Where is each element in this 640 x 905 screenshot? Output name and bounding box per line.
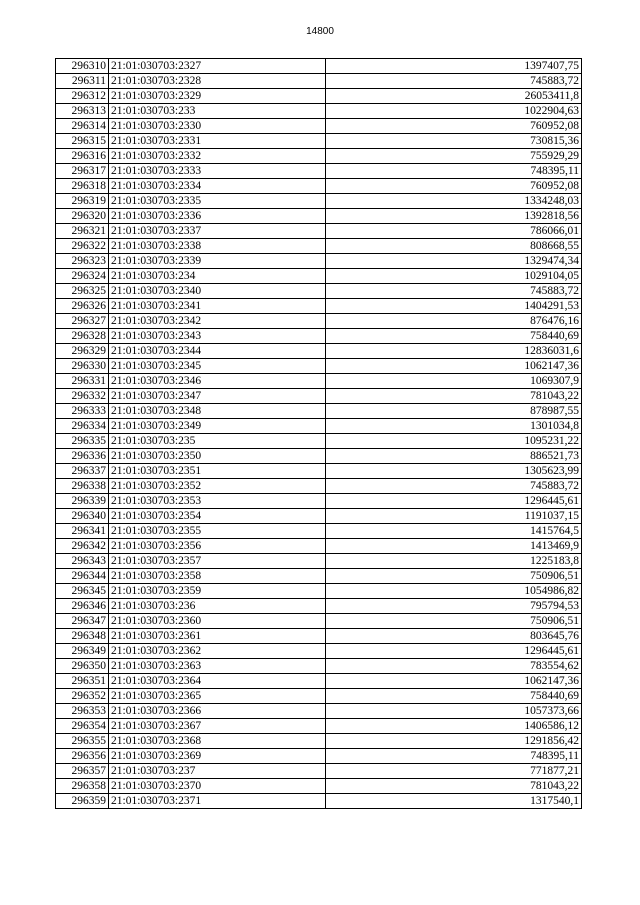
cadastral-number-cell: 21:01:030703:2328: [109, 74, 326, 89]
cadastral-value-cell: 771877,21: [326, 764, 582, 779]
cadastral-number-cell: 21:01:030703:2341: [109, 299, 326, 314]
table-row: [56, 284, 582, 299]
cadastral-number-cell: 21:01:030703:235: [109, 434, 326, 449]
cadastral-number-cell: 21:01:030703:2329: [109, 89, 326, 104]
row-id-cell: 296359: [56, 794, 109, 809]
row-id-cell: 296347: [56, 614, 109, 629]
cadastral-value-cell: 1329474,34: [326, 254, 582, 269]
cadastral-number-cell: 21:01:030703:2337: [109, 224, 326, 239]
cadastral-value-cell: 745883,72: [326, 479, 582, 494]
cadastral-number-cell: 21:01:030703:2342: [109, 314, 326, 329]
row-id-cell: 296332: [56, 389, 109, 404]
row-id-cell: 296333: [56, 404, 109, 419]
table-row: [56, 314, 582, 329]
page-number: 14800: [306, 26, 334, 37]
table-row: [56, 674, 582, 689]
row-id-cell: 296329: [56, 344, 109, 359]
table-row: [56, 419, 582, 434]
table-row: [56, 224, 582, 239]
cadastral-number-cell: 21:01:030703:237: [109, 764, 326, 779]
cadastral-value-cell: 748395,11: [326, 164, 582, 179]
cadastral-number-cell: 21:01:030703:2356: [109, 539, 326, 554]
row-id-cell: 296334: [56, 419, 109, 434]
cadastral-value-cell: 1413469,9: [326, 539, 582, 554]
cadastral-number-cell: 21:01:030703:2348: [109, 404, 326, 419]
cadastral-number-cell: 21:01:030703:2368: [109, 734, 326, 749]
table-row: [56, 359, 582, 374]
row-id-cell: 296317: [56, 164, 109, 179]
row-id-cell: 296339: [56, 494, 109, 509]
cadastral-number-cell: 21:01:030703:2354: [109, 509, 326, 524]
cadastral-value-cell: 1069307,9: [326, 374, 582, 389]
table-row: [56, 659, 582, 674]
table-row: [56, 689, 582, 704]
cadastral-number-cell: 21:01:030703:2327: [109, 59, 326, 74]
table-row: [56, 59, 582, 74]
cadastral-value-cell: 1406586,12: [326, 719, 582, 734]
cadastral-value-cell: 783554,62: [326, 659, 582, 674]
cadastral-value-cell: 758440,69: [326, 329, 582, 344]
row-id-cell: 296357: [56, 764, 109, 779]
cadastral-value-cell: 1415764,5: [326, 524, 582, 539]
row-id-cell: 296355: [56, 734, 109, 749]
cadastral-value-cell: 1057373,66: [326, 704, 582, 719]
cadastral-value-cell: 1334248,03: [326, 194, 582, 209]
cadastral-value-cell: 1225183,8: [326, 554, 582, 569]
table-row: [56, 134, 582, 149]
cadastral-value-cell: 1305623,99: [326, 464, 582, 479]
table-row: [56, 599, 582, 614]
cadastral-value-cell: 760952,08: [326, 179, 582, 194]
row-id-cell: 296316: [56, 149, 109, 164]
row-id-cell: 296321: [56, 224, 109, 239]
row-id-cell: 296338: [56, 479, 109, 494]
row-id-cell: 296330: [56, 359, 109, 374]
cadastral-value-cell: 12836031,6: [326, 344, 582, 359]
cadastral-number-cell: 21:01:030703:2355: [109, 524, 326, 539]
table-row: [56, 569, 582, 584]
table-row: [56, 149, 582, 164]
cadastral-value-cell: 878987,55: [326, 404, 582, 419]
table-row: [56, 119, 582, 134]
row-id-cell: 296324: [56, 269, 109, 284]
cadastral-number-cell: 21:01:030703:2331: [109, 134, 326, 149]
cadastral-value-cell: 781043,22: [326, 389, 582, 404]
table-row: [56, 794, 582, 809]
cadastral-value-cell: 886521,73: [326, 449, 582, 464]
row-id-cell: 296350: [56, 659, 109, 674]
cadastral-number-cell: 21:01:030703:2352: [109, 479, 326, 494]
cadastral-number-cell: 21:01:030703:2340: [109, 284, 326, 299]
cadastral-value-cell: 876476,16: [326, 314, 582, 329]
row-id-cell: 296353: [56, 704, 109, 719]
table-row: [56, 374, 582, 389]
cadastral-number-cell: 21:01:030703:2357: [109, 554, 326, 569]
cadastral-number-cell: 21:01:030703:2359: [109, 584, 326, 599]
cadastral-value-cell: 1291856,42: [326, 734, 582, 749]
row-id-cell: 296322: [56, 239, 109, 254]
table-body: [56, 59, 582, 809]
table-row: [56, 434, 582, 449]
row-id-cell: 296323: [56, 254, 109, 269]
table-row: [56, 494, 582, 509]
row-id-cell: 296349: [56, 644, 109, 659]
cadastral-value-cell: 1029104,05: [326, 269, 582, 284]
cadastral-number-cell: 21:01:030703:2360: [109, 614, 326, 629]
cadastral-number-cell: 21:01:030703:2344: [109, 344, 326, 359]
table-row: [56, 779, 582, 794]
table-row: [56, 209, 582, 224]
cadastral-value-cell: 1191037,15: [326, 509, 582, 524]
cadastral-number-cell: 21:01:030703:2339: [109, 254, 326, 269]
cadastral-number-cell: 21:01:030703:2350: [109, 449, 326, 464]
row-id-cell: 296354: [56, 719, 109, 734]
row-id-cell: 296320: [56, 209, 109, 224]
table-row: [56, 74, 582, 89]
cadastral-number-cell: 21:01:030703:2338: [109, 239, 326, 254]
row-id-cell: 296319: [56, 194, 109, 209]
row-id-cell: 296337: [56, 464, 109, 479]
row-id-cell: 296331: [56, 374, 109, 389]
cadastral-number-cell: 21:01:030703:2336: [109, 209, 326, 224]
cadastral-number-cell: 21:01:030703:2349: [109, 419, 326, 434]
cadastral-value-cell: 758440,69: [326, 689, 582, 704]
table-row: [56, 614, 582, 629]
cadastral-value-cell: 1404291,53: [326, 299, 582, 314]
cadastral-value-cell: 1301034,8: [326, 419, 582, 434]
cadastral-number-cell: 21:01:030703:236: [109, 599, 326, 614]
table-row: [56, 509, 582, 524]
cadastral-value-cell: 755929,29: [326, 149, 582, 164]
cadastral-value-cell: 750906,51: [326, 614, 582, 629]
row-id-cell: 296314: [56, 119, 109, 134]
cadastral-value-cell: 745883,72: [326, 284, 582, 299]
cadastral-number-cell: 21:01:030703:2364: [109, 674, 326, 689]
row-id-cell: 296343: [56, 554, 109, 569]
table-row: [56, 164, 582, 179]
cadastral-value-cell: 750906,51: [326, 569, 582, 584]
table-row: [56, 254, 582, 269]
cadastral-value-cell: 745883,72: [326, 74, 582, 89]
cadastral-value-cell: 26053411,8: [326, 89, 582, 104]
cadastral-number-cell: 21:01:030703:2366: [109, 704, 326, 719]
cadastral-number-cell: 21:01:030703:233: [109, 104, 326, 119]
row-id-cell: 296326: [56, 299, 109, 314]
cadastral-number-cell: 21:01:030703:2363: [109, 659, 326, 674]
cadastral-value-cell: 795794,53: [326, 599, 582, 614]
table-row: [56, 749, 582, 764]
cadastral-number-cell: 21:01:030703:2358: [109, 569, 326, 584]
table-row: [56, 629, 582, 644]
table-row: [56, 104, 582, 119]
cadastral-number-cell: 21:01:030703:2345: [109, 359, 326, 374]
row-id-cell: 296313: [56, 104, 109, 119]
cadastral-number-cell: 21:01:030703:2335: [109, 194, 326, 209]
row-id-cell: 296351: [56, 674, 109, 689]
row-id-cell: 296358: [56, 779, 109, 794]
cadastral-number-cell: 21:01:030703:2346: [109, 374, 326, 389]
table-row: [56, 539, 582, 554]
cadastral-value-cell: 1054986,82: [326, 584, 582, 599]
cadastral-value-cell: 1397407,75: [326, 59, 582, 74]
cadastral-number-cell: 21:01:030703:2361: [109, 629, 326, 644]
table-row: [56, 479, 582, 494]
cadastral-number-cell: 21:01:030703:2353: [109, 494, 326, 509]
cadastral-value-cell: 1317540,1: [326, 794, 582, 809]
row-id-cell: 296348: [56, 629, 109, 644]
row-id-cell: 296341: [56, 524, 109, 539]
cadastral-number-cell: 21:01:030703:2343: [109, 329, 326, 344]
cadastral-number-cell: 21:01:030703:2367: [109, 719, 326, 734]
table-row: [56, 704, 582, 719]
row-id-cell: 296344: [56, 569, 109, 584]
table-row: [56, 464, 582, 479]
row-id-cell: 296352: [56, 689, 109, 704]
row-id-cell: 296311: [56, 74, 109, 89]
cadastral-value-cell: 1022904,63: [326, 104, 582, 119]
row-id-cell: 296336: [56, 449, 109, 464]
table-row: [56, 389, 582, 404]
row-id-cell: 296345: [56, 584, 109, 599]
cadastral-number-cell: 21:01:030703:2332: [109, 149, 326, 164]
cadastral-number-cell: 21:01:030703:2351: [109, 464, 326, 479]
table-row: [56, 344, 582, 359]
cadastral-value-cell: 1392818,56: [326, 209, 582, 224]
cadastral-number-cell: 21:01:030703:2347: [109, 389, 326, 404]
row-id-cell: 296312: [56, 89, 109, 104]
table-row: [56, 584, 582, 599]
table-row: [56, 764, 582, 779]
table-row: [56, 179, 582, 194]
table-row: [56, 299, 582, 314]
table-row: [56, 194, 582, 209]
cadastral-number-cell: 21:01:030703:234: [109, 269, 326, 284]
row-id-cell: 296327: [56, 314, 109, 329]
table-row: [56, 239, 582, 254]
table-row: [56, 89, 582, 104]
cadastral-value-cell: 786066,01: [326, 224, 582, 239]
cadastral-value-cell: 803645,76: [326, 629, 582, 644]
cadastral-value-cell: 1296445,61: [326, 644, 582, 659]
cadastral-number-cell: 21:01:030703:2362: [109, 644, 326, 659]
table-row: [56, 524, 582, 539]
row-id-cell: 296335: [56, 434, 109, 449]
cadastral-number-cell: 21:01:030703:2330: [109, 119, 326, 134]
row-id-cell: 296328: [56, 329, 109, 344]
cadastral-number-cell: 21:01:030703:2371: [109, 794, 326, 809]
table-row: [56, 554, 582, 569]
cadastral-number-cell: 21:01:030703:2365: [109, 689, 326, 704]
cadastral-value-cell: 1296445,61: [326, 494, 582, 509]
cadastral-value-cell: 1062147,36: [326, 674, 582, 689]
row-id-cell: 296340: [56, 509, 109, 524]
cadastral-number-cell: 21:01:030703:2370: [109, 779, 326, 794]
table-row: [56, 719, 582, 734]
cadastral-value-cell: 730815,36: [326, 134, 582, 149]
row-id-cell: 296342: [56, 539, 109, 554]
row-id-cell: 296325: [56, 284, 109, 299]
table-row: [56, 329, 582, 344]
row-id-cell: 296356: [56, 749, 109, 764]
table-row: [56, 734, 582, 749]
cadastral-value-cell: 781043,22: [326, 779, 582, 794]
table-row: [56, 404, 582, 419]
row-id-cell: 296310: [56, 59, 109, 74]
cadastral-number-cell: 21:01:030703:2369: [109, 749, 326, 764]
cadastral-value-cell: 808668,55: [326, 239, 582, 254]
cadastral-value-cell: 748395,11: [326, 749, 582, 764]
cadastral-number-cell: 21:01:030703:2334: [109, 179, 326, 194]
table-row: [56, 269, 582, 284]
cadastral-value-cell: 1062147,36: [326, 359, 582, 374]
cadastral-value-cell: 1095231,22: [326, 434, 582, 449]
table-row: [56, 449, 582, 464]
row-id-cell: 296346: [56, 599, 109, 614]
cadastral-value-table: [55, 58, 582, 809]
row-id-cell: 296315: [56, 134, 109, 149]
cadastral-value-cell: 760952,08: [326, 119, 582, 134]
row-id-cell: 296318: [56, 179, 109, 194]
cadastral-number-cell: 21:01:030703:2333: [109, 164, 326, 179]
table-row: [56, 644, 582, 659]
